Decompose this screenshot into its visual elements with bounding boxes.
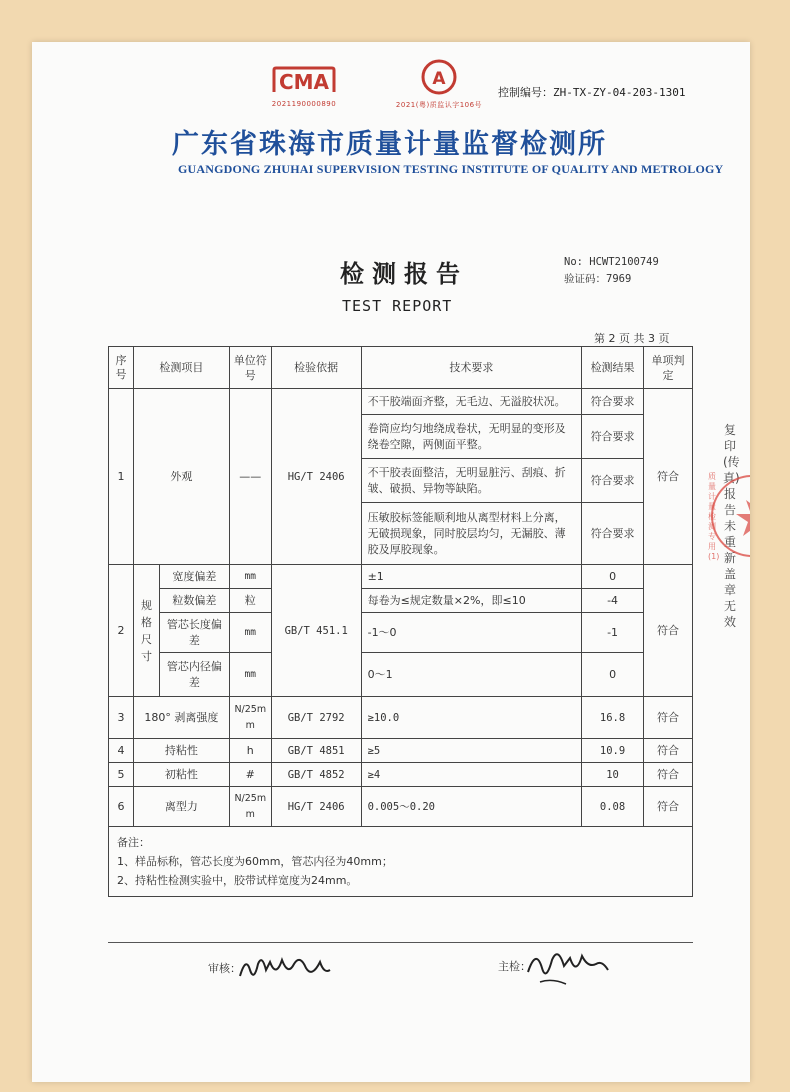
- row5-result: 10: [582, 763, 644, 787]
- page-indicator: 第 2 页 共 3 页: [594, 332, 670, 345]
- row1-req-4: 压敏胶标签能顺利地从离型材料上分离，无破损现象，同时胶层均匀，无漏胶、薄胶及厚胶现象。: [361, 503, 582, 565]
- report-meta: [564, 254, 659, 288]
- chief-inspector-label: 主检：: [498, 960, 531, 973]
- row2-result-4: 0: [582, 653, 644, 697]
- row2-result-3: -1: [582, 613, 644, 653]
- cma-number: 2021190000890: [271, 100, 337, 108]
- cma-logo: [270, 64, 338, 108]
- table-header-row: [109, 347, 693, 389]
- row2-req-4: 0～1: [361, 653, 582, 697]
- report-page: [32, 42, 750, 1082]
- row1-basis: HG/T 2406: [271, 389, 361, 565]
- notes-cell: [109, 827, 693, 897]
- notes-line-2: 2、持粘性检测实验中，胶带试样宽度为24mm。: [117, 874, 358, 887]
- row2-item-3: 管芯长度偏差: [159, 613, 229, 653]
- inspection-seal-text: 质量计量 检测专用(1): [708, 472, 720, 561]
- row2-req-1: ±1: [361, 565, 582, 589]
- header-requirement: 技术要求: [361, 347, 582, 389]
- table-row: [109, 763, 693, 787]
- row1-result-2: 符合要求: [582, 415, 644, 459]
- row2-req-3: -1～0: [361, 613, 582, 653]
- row3-seq: 3: [109, 697, 134, 739]
- table-row: [109, 697, 693, 739]
- row2-unit-1: mm: [229, 565, 271, 589]
- row3-unit: N/25mm: [229, 697, 271, 739]
- row4-result: 10.9: [582, 739, 644, 763]
- row5-item: 初粘性: [133, 763, 229, 787]
- report-number: No: HCWT2100749: [564, 256, 659, 268]
- table-row: [109, 613, 693, 653]
- row1-req-2: 卷筒应均匀地绕成卷状，无明显的变形及绕卷空隙，两侧面平整。: [361, 415, 582, 459]
- row4-unit: h: [229, 739, 271, 763]
- row5-seq: 5: [109, 763, 134, 787]
- row5-judgment: 符合: [644, 763, 693, 787]
- row6-item: 离型力: [133, 787, 229, 827]
- svg-text:A: A: [432, 69, 446, 89]
- header-seq: 序号: [109, 347, 134, 389]
- row1-req-3: 不干胶表面整洁，无明显脏污、刮痕、折皱、破损、异物等缺陷。: [361, 459, 582, 503]
- inspection-seal: [706, 442, 750, 582]
- row2-unit-4: mm: [229, 653, 271, 697]
- row4-item: 持粘性: [133, 739, 229, 763]
- row6-basis: HG/T 2406: [271, 787, 361, 827]
- cal-logo: [394, 58, 484, 109]
- control-number: 控制编号：ZH-TX-ZY-04-203-1301: [498, 86, 686, 99]
- institute-name-cn: 广东省珠海市质量计量监督检测所: [172, 129, 607, 160]
- row2-item-1: 宽度偏差: [159, 565, 229, 589]
- row3-basis: GB/T 2792: [271, 697, 361, 739]
- row3-result: 16.8: [582, 697, 644, 739]
- row2-unit-3: mm: [229, 613, 271, 653]
- row2-group: [133, 565, 159, 697]
- table-row: [109, 389, 693, 415]
- row2-basis: GB/T 451.1: [271, 565, 361, 697]
- report-title-en: TEST REPORT: [342, 297, 453, 315]
- row2-req-2: 每卷为≤规定数量×2%，即≤10: [361, 589, 582, 613]
- reviewer-signature: [236, 948, 336, 988]
- row2-group-label: 规格尺寸: [140, 598, 152, 663]
- row4-req: ≥5: [361, 739, 582, 763]
- row5-req: ≥4: [361, 763, 582, 787]
- row3-item: 180° 剥离强度: [133, 697, 229, 739]
- row1-seq: 1: [109, 389, 134, 565]
- row5-unit: #: [229, 763, 271, 787]
- row5-basis: GB/T 4852: [271, 763, 361, 787]
- row4-judgment: 符合: [644, 739, 693, 763]
- row6-result: 0.08: [582, 787, 644, 827]
- institute-name-en: GUANGDONG ZHUHAI SUPERVISION TESTING INSTITUTE OF QUALITY AND METROLOGY: [178, 162, 724, 176]
- notes-line-1: 1、样品标称，管芯长度为60mm，管芯内径为40mm；: [117, 855, 393, 868]
- table-row: [109, 589, 693, 613]
- row2-item-2: 粒数偏差: [159, 589, 229, 613]
- notes-row: [109, 827, 693, 897]
- chief-inspector-signature: [522, 942, 612, 990]
- table-row: [109, 787, 693, 827]
- table-row: [109, 739, 693, 763]
- row4-basis: GB/T 4851: [271, 739, 361, 763]
- table-row: [109, 565, 693, 589]
- test-results-table: [108, 346, 693, 897]
- table-row: [109, 653, 693, 697]
- row6-req: 0.005～0.20: [361, 787, 582, 827]
- row1-req-1: 不干胶端面齐整，无毛边、无溢胶状况。: [361, 389, 582, 415]
- row1-result-4: 符合要求: [582, 503, 644, 565]
- row6-seq: 6: [109, 787, 134, 827]
- cma-logo-text: CMA: [278, 70, 330, 94]
- row2-result-1: 0: [582, 565, 644, 589]
- cal-number: 2021(粤)质监认字106号: [395, 101, 483, 109]
- header-result: 检测结果: [582, 347, 644, 389]
- report-title-cn: 检测报告: [340, 260, 468, 288]
- row3-judgment: 符合: [644, 697, 693, 739]
- header-basis: 检验依据: [271, 347, 361, 389]
- notes-title: 备注：: [117, 836, 150, 849]
- verification-code: 验证码：7969: [564, 273, 632, 285]
- row2-item-4: 管芯内径偏差: [159, 653, 229, 697]
- row2-seq: 2: [109, 565, 134, 697]
- reviewer-label: 审核：: [208, 962, 241, 975]
- row4-seq: 4: [109, 739, 134, 763]
- header-unit: 单位符号: [229, 347, 271, 389]
- row2-result-2: -4: [582, 589, 644, 613]
- row6-unit: N/25mm: [229, 787, 271, 827]
- row3-req: ≥10.0: [361, 697, 582, 739]
- header-item: 检测项目: [133, 347, 229, 389]
- row1-result-3: 符合要求: [582, 459, 644, 503]
- row2-unit-2: 粒: [229, 589, 271, 613]
- row2-judgment: 符合: [644, 565, 693, 697]
- header-judgment: 单项判定: [644, 347, 693, 389]
- row1-result-1: 符合要求: [582, 389, 644, 415]
- copy-invalid-text: 复印(传真)报告未重新盖章无效: [723, 423, 740, 629]
- row6-judgment: 符合: [644, 787, 693, 827]
- row1-unit: ——: [229, 389, 271, 565]
- row1-item: 外观: [133, 389, 229, 565]
- row1-judgment: 符合: [644, 389, 693, 565]
